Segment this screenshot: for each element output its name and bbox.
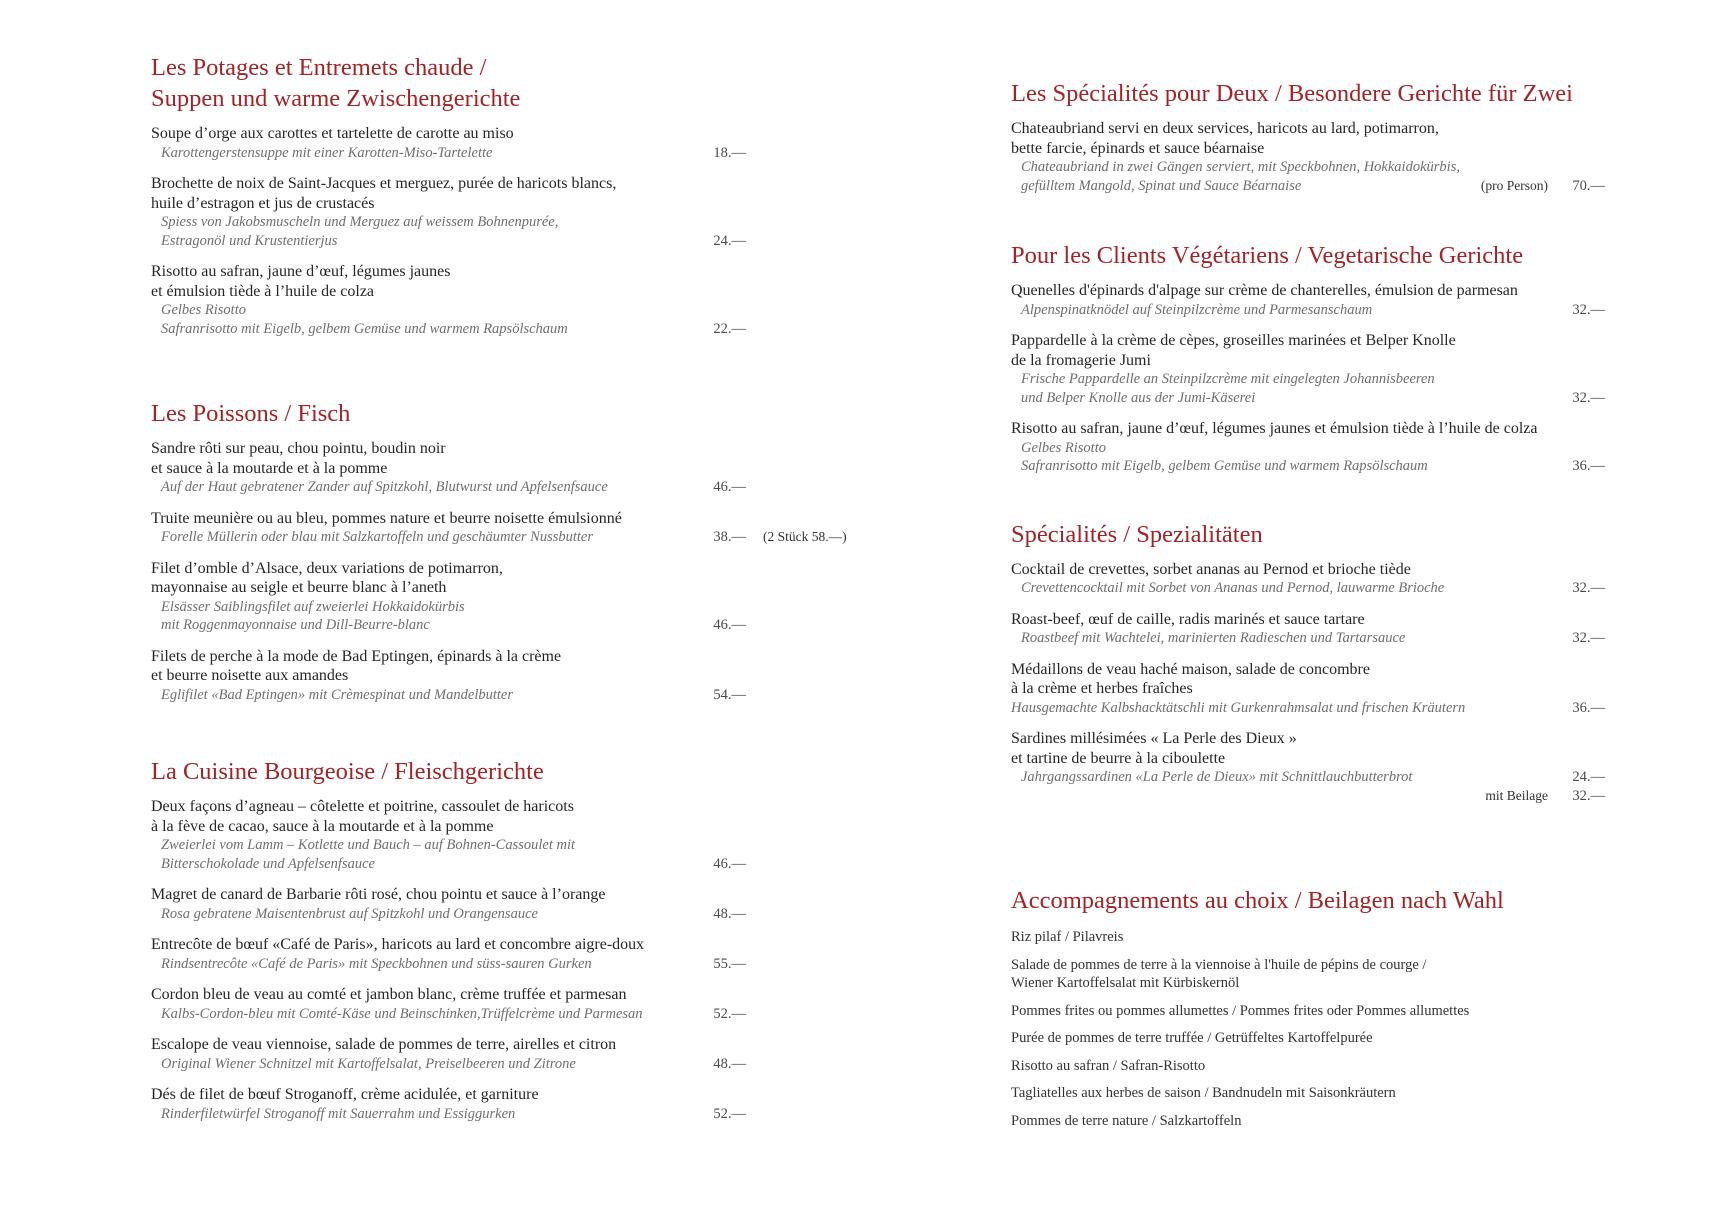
- section-title-line: Suppen und warme Zwischengerichte: [151, 85, 521, 112]
- menu-item: [151, 262, 746, 338]
- dish-desc-de: Roastbeef mit Wachtelei, marinierten Radieschen und Tartarsauce: [1021, 630, 1406, 646]
- dish-name-fr: Médaillons de veau haché maison, salade de concombre: [1011, 660, 1370, 678]
- section-title-line: Les Poissons / Fisch: [151, 400, 351, 427]
- dish-desc-de: Safranrisotto mit Eigelb, gelbem Gemüse und warmem Rapsölschaum: [1021, 458, 1428, 474]
- menu-item: [151, 985, 746, 1023]
- side-dish-line: Salade de pommes de terre à la viennoise à l'huile de pépins de courge /: [1011, 956, 1427, 973]
- side-dish-item: [1011, 1057, 1605, 1076]
- dish-desc-de: Frische Pappardelle an Steinpilzcrème mit eingelegten Johannisbeeren: [1021, 371, 1435, 387]
- side-dish-item: [1011, 928, 1605, 947]
- side-dish-line: Purée de pommes de terre truffée / Getrüffeltes Kartoffelpurée: [1011, 1030, 1373, 1046]
- dish-name-fr: Truite meunière ou au bleu, pommes nature et beurre noisette émulsionné: [151, 509, 622, 527]
- menu-item: [151, 797, 746, 873]
- dish-desc-de: Gelbes Risotto: [1021, 439, 1106, 456]
- section-title-line: Pour les Clients Végétariens / Vegetarische Gerichte: [1011, 242, 1524, 269]
- dish-price: 32.—: [1572, 389, 1605, 406]
- dish-name-fr: Soupe d’orge aux carottes et tartelette de carotte au miso: [151, 125, 514, 142]
- dish-desc-de: und Belper Knolle aus der Jumi-Käserei: [1021, 389, 1256, 406]
- extra-price: 32.—: [1572, 787, 1605, 804]
- right-menu-wrap: [1011, 78, 1605, 1130]
- dish-price: 24.—: [713, 232, 746, 249]
- side-dish-line: Wiener Kartoffelsalat mit Kürbiskernöl: [1011, 975, 1240, 991]
- dish-name-fr: Dés de filet de bœuf Stroganoff, crème acidulée, et garniture: [151, 1086, 539, 1103]
- side-dish-item: [1011, 1112, 1605, 1131]
- dish-name-fr: et émulsion tiède à l’huile de colza: [151, 282, 375, 300]
- price-note: (2 Stück 58.—): [763, 529, 847, 544]
- dish-name-fr: mayonnaise au seigle et beurre blanc à l’aneth: [151, 579, 447, 596]
- section-title: [1011, 78, 1605, 109]
- menu-item: [151, 124, 746, 162]
- menu-item: [1011, 419, 1605, 476]
- dish-price: 36.—: [1572, 699, 1605, 716]
- dish-name-fr: Pappardelle à la crème de cèpes, groseilles marinées et Belper Knolle: [1011, 332, 1456, 349]
- menu-item: [1011, 119, 1605, 195]
- side-dish-item: [1011, 956, 1605, 993]
- dish-desc-de: Elsässer Saiblingsfilet auf zweierlei Hokkaidokürbis: [161, 598, 465, 615]
- price-note: (pro Person): [1480, 177, 1548, 193]
- menu-item: [1011, 660, 1605, 718]
- dish-name-fr: Risotto au safran, jaune d’œuf, légumes jaunes: [151, 263, 451, 280]
- section-title: [151, 398, 746, 429]
- dish-desc-de: Safranrisotto mit Eigelb, gelbem Gemüse und warmem Rapsölschaum: [161, 320, 568, 337]
- dish-desc-de: Estragonöl und Krustentierjus: [161, 232, 338, 249]
- menu-section: [151, 398, 847, 704]
- side-dish-line: Riz pilaf / Pilavreis: [1011, 929, 1124, 945]
- menu-item: [151, 439, 746, 497]
- section-title: [1011, 885, 1605, 916]
- dish-name-fr: Entrecôte de bœuf «Café de Paris», haricots au lard et concombre aigre-doux: [151, 936, 645, 953]
- dish-desc-de: Rindsentrecôte «Café de Paris» mit Speckbohnen und süss-sauren Gurken: [161, 955, 592, 972]
- dish-name-fr: Deux façons d’agneau – côtelette et poitrine, cassoulet de haricots: [151, 798, 574, 815]
- dish-price: 24.—: [1572, 769, 1605, 785]
- sides-section: [1011, 885, 1605, 1130]
- dish-desc-de: Eglifilet «Bad Eptingen» mit Crèmespinat und Mandelbutter: [161, 686, 513, 703]
- menu-section: [151, 756, 746, 1123]
- dish-desc-de: Rosa gebratene Maisentenbrust auf Spitzkohl und Orangensauce: [161, 905, 538, 922]
- dish-name-fr: Sandre rôti sur peau, chou pointu, boudin noir: [151, 440, 446, 457]
- dish-name-fr: Magret de canard de Barbarie rôti rosé, chou pointu et sauce à l’orange: [151, 886, 606, 903]
- menu-section: [151, 52, 746, 338]
- dish-price: 54.—: [713, 686, 746, 703]
- dish-name-fr: Filet d’omble d’Alsace, deux variations de potimarron,: [151, 559, 503, 577]
- menu-item: [151, 1085, 746, 1123]
- dish-price: 46.—: [713, 479, 746, 495]
- dish-name-fr: Risotto au safran, jaune d’œuf, légumes jaunes et émulsion tiède à l’huile de colza: [1011, 420, 1538, 437]
- dish-price: 48.—: [713, 905, 746, 922]
- menu-item: [1011, 560, 1605, 598]
- menu-item: [1011, 331, 1605, 407]
- dish-name-fr: Chateaubriand servi en deux services, haricots au lard, potimarron,: [1011, 120, 1439, 137]
- dish-desc-de: Crevettencocktail mit Sorbet von Ananas und Pernod, lauwarme Brioche: [1021, 580, 1445, 596]
- dish-desc-de: Chateaubriand in zwei Gängen serviert, mit Speckbohnen, Hokkaidokürbis,: [1021, 159, 1460, 175]
- dish-price: 46.—: [713, 617, 746, 633]
- dish-name-fr: huile d’estragon et jus de crustacés: [151, 194, 375, 212]
- dish-desc-de: Original Wiener Schnitzel mit Kartoffelsalat, Preiselbeeren und Zitrone: [161, 1055, 576, 1072]
- side-dish-item: [1011, 1002, 1605, 1021]
- left-column: [151, 52, 851, 1135]
- dish-name-fr: bette farcie, épinards et sauce béarnaise: [1011, 139, 1265, 157]
- side-dish-line: Risotto au safran / Safran-Risotto: [1011, 1057, 1206, 1074]
- menu-item: [151, 647, 746, 705]
- dish-price: 18.—: [713, 144, 746, 161]
- dish-name-fr: Sardines millésimées « La Perle des Dieux »: [1011, 730, 1297, 747]
- menu-item: [1011, 729, 1605, 805]
- section-title-line: Accompagnements au choix / Beilagen nach Wahl: [1011, 887, 1504, 914]
- dish-price: 32.—: [1572, 630, 1605, 646]
- dish-desc-de: mit Roggenmayonnaise und Dill-Beurre-blanc: [161, 617, 430, 633]
- dish-price: 52.—: [713, 1105, 746, 1122]
- extra-price-row: [1011, 787, 1605, 806]
- side-dish-item: [1011, 1084, 1605, 1103]
- dish-price: 36.—: [1572, 458, 1605, 474]
- dish-desc-de: Spiess von Jakobsmuscheln und Merguez auf weissem Bohnenpurée,: [161, 214, 559, 230]
- dish-name-fr: Roast-beef, œuf de caille, radis marinés et sauce tartare: [1011, 610, 1365, 628]
- section-title: [151, 756, 746, 787]
- dish-name-fr: Escalope de veau viennoise, salade de pommes de terre, airelles et citron: [151, 1036, 617, 1053]
- dish-desc-de: Karottengerstensuppe mit einer Karotten-Miso-Tartelette: [161, 144, 493, 161]
- dish-desc-de: gefülltem Mangold, Spinat und Sauce Béarnaise: [1021, 177, 1302, 194]
- dish-name-fr: et tartine de beurre à la ciboulette: [1011, 749, 1226, 767]
- dish-price: 52.—: [713, 1005, 746, 1022]
- menu-item: [1011, 281, 1605, 319]
- dish-desc-de: Auf der Haut gebratener Zander auf Spitzkohl, Blutwurst und Apfelsenfsauce: [161, 479, 608, 495]
- dish-price: 46.—: [713, 855, 746, 872]
- dish-price: 38.—: [713, 529, 746, 545]
- dish-name-fr: Brochette de noix de Saint-Jacques et merguez, purée de haricots blancs,: [151, 175, 617, 192]
- side-dish-line: Tagliatelles aux herbes de saison / Bandnudeln mit Saisonkräutern: [1011, 1085, 1396, 1101]
- section-title-line: Les Potages et Entremets chaude /: [151, 54, 487, 81]
- side-dish-line: Pommes de terre nature / Salzkartoffeln: [1011, 1112, 1242, 1129]
- dish-desc-de: Bitterschokolade und Apfelsenfsauce: [161, 855, 375, 872]
- dish-price: 48.—: [713, 1055, 746, 1072]
- dish-name-fr: à la fève de cacao, sauce à la moutarde et à la pomme: [151, 817, 494, 835]
- dish-desc-de: Kalbs-Cordon-bleu mit Comté-Käse und Beinschinken,Trüffelcrème und Parmesan: [161, 1005, 643, 1022]
- dish-desc-de: Jahrgangssardinen «La Perle de Dieux» mit Schnittlauchbutterbrot: [1021, 769, 1413, 785]
- dish-name-fr: à la crème et herbes fraîches: [1011, 680, 1193, 697]
- menu-item: [151, 935, 746, 973]
- section-title-line: Spécialités / Spezialitäten: [1011, 520, 1263, 548]
- dish-desc-de: Forelle Müllerin oder blau mit Salzkartoffeln und geschäumter Nussbutter: [161, 529, 594, 545]
- section-title: [1011, 519, 1605, 550]
- dish-name-fr: Cocktail de crevettes, sorbet ananas au Pernod et brioche tiède: [1011, 560, 1411, 578]
- section-title-line: Les Spécialités pour Deux / Besondere Gerichte für Zwei: [1011, 80, 1573, 107]
- dish-price: 22.—: [713, 320, 746, 337]
- menu-section: [1011, 519, 1605, 806]
- dish-name-fr: Quenelles d'épinards d'alpage sur crème de chanterelles, émulsion de parmesan: [1011, 282, 1518, 299]
- dish-price: 32.—: [1572, 580, 1605, 596]
- menu-item: [151, 509, 847, 547]
- menu-item: [151, 559, 746, 635]
- dish-desc-de: Zweierlei vom Lamm – Kotlette und Bauch – auf Bohnen-Cassoulet mit: [161, 837, 576, 853]
- dish-price: 32.—: [1572, 301, 1605, 318]
- section-title: [1011, 240, 1605, 271]
- section-title-line: La Cuisine Bourgeoise / Fleischgerichte: [151, 758, 544, 785]
- left-menu-wrap: [151, 52, 847, 1123]
- dish-name-fr: Cordon bleu de veau au comté et jambon blanc, crème truffée et parmesan: [151, 986, 627, 1003]
- menu-section: [1011, 78, 1605, 195]
- menu-item: [1011, 610, 1605, 648]
- dish-name-fr: et sauce à la moutarde et à la pomme: [151, 459, 388, 477]
- extra-note: mit Beilage: [1485, 787, 1548, 803]
- dish-desc-de: Rinderfiletwürfel Stroganoff mit Sauerrahm und Essiggurken: [161, 1105, 516, 1122]
- dish-name-fr: de la fromagerie Jumi: [1011, 351, 1151, 369]
- section-title: [151, 52, 746, 114]
- dish-price: 55.—: [713, 955, 746, 972]
- menu-item: [151, 1035, 746, 1073]
- right-column: [1011, 78, 1711, 1139]
- dish-desc-de: Alpenspinatknödel auf Steinpilzcrème und Parmesanschaum: [1021, 301, 1373, 318]
- dish-price: 70.—: [1572, 177, 1605, 194]
- dish-name-fr: et beurre noisette aux amandes: [151, 667, 349, 684]
- side-dish-item: [1011, 1029, 1605, 1048]
- menu-item: [151, 174, 746, 250]
- menu-item: [151, 885, 746, 923]
- side-dish-line: Pommes frites ou pommes allumettes / Pommes frites oder Pommes allumettes: [1011, 1002, 1470, 1019]
- dish-name-fr: Filets de perche à la mode de Bad Eptingen, épinards à la crème: [151, 647, 562, 665]
- dish-desc-de: Hausgemachte Kalbshacktätschli mit Gurkenrahmsalat und frischen Kräutern: [1011, 699, 1466, 716]
- dish-desc-de: Gelbes Risotto: [161, 302, 246, 318]
- menu-section: [1011, 240, 1605, 476]
